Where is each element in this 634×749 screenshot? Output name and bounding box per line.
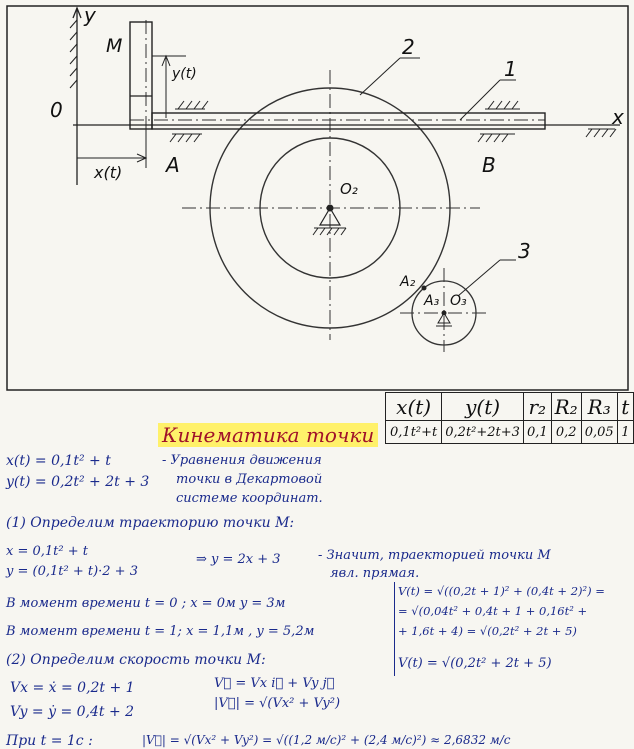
- point-a2-label: A₂: [400, 274, 416, 290]
- equation-desc-1: - Уравнения движения: [162, 453, 322, 468]
- velocity-vector: V⃗ = Vx i⃗ + Vy j⃗: [214, 676, 335, 691]
- moment-t1: В момент времени t = 1; x = 1,1м , y = 5,2м: [6, 624, 315, 639]
- step-2-heading: (2) Определим скорость точки М:: [6, 652, 266, 668]
- point-o3-label: O₃: [450, 293, 467, 309]
- callout-2: 2: [402, 35, 415, 59]
- point-a-label: A: [166, 153, 180, 177]
- velocity-y: Vy = ẏ = 0,4t + 2: [10, 704, 135, 720]
- equation-x: x(t) = 0,1t² + t: [6, 453, 111, 469]
- velocity-modulus: |V⃗| = √(Vx² + Vy²): [214, 696, 341, 711]
- section-title: Кинематика точки: [158, 423, 378, 447]
- header-y: y(t): [442, 393, 524, 421]
- trajectory-note-2: явл. прямая.: [330, 566, 420, 581]
- trajectory-line-1: x = 0,1t² + t: [6, 544, 88, 559]
- speed-result: |V⃗| = √(Vx² + Vy²) = √((1,2 м/с)² + (2,4 м/с)²) ≈ 2,6832 м/с: [142, 733, 511, 747]
- parameters-table: [385, 392, 634, 444]
- header-t: t: [617, 393, 633, 421]
- moment-t0: В момент времени t = 0 ; x = 0м y = 3м: [6, 596, 286, 611]
- point-a2: [422, 286, 427, 291]
- rack-1-bar: [152, 113, 545, 129]
- point-m-label: M: [106, 35, 123, 57]
- y-axis-hatching: [70, 20, 77, 88]
- callout-3: 3: [518, 239, 531, 263]
- step-1-heading: (1) Определим траекторию точки М:: [6, 515, 295, 531]
- slider-body-vertical: [130, 22, 152, 129]
- header-r2: r₂: [523, 393, 551, 421]
- speed-derivation-2: = √(0,04t² + 0,4t + 1 + 0,16t² +: [398, 604, 588, 618]
- value-big-r3: 0,05: [581, 421, 617, 444]
- axis-y-label: y: [84, 3, 96, 27]
- header-big-r2: R₂: [551, 393, 581, 421]
- value-x: 0,1t²+t: [386, 421, 442, 444]
- velocity-x: Vx = ẋ = 0,2t + 1: [10, 680, 135, 696]
- support-hatching: [170, 101, 616, 142]
- trajectory-line-2: y = (0,1t² + t)·2 + 3: [6, 564, 138, 579]
- point-o2-label: O₂: [340, 180, 358, 198]
- origin-label: 0: [50, 98, 63, 122]
- at-time-label: При t = 1с :: [6, 733, 93, 749]
- callout-1: 1: [504, 57, 517, 81]
- speed-derivation-3: + 1,6t + 4) = √(0,2t² + 2t + 5): [398, 624, 577, 638]
- drawing-frame: [7, 6, 628, 390]
- header-big-r3: R₃: [581, 393, 617, 421]
- value-y: 0,2t²+2t+3: [442, 421, 524, 444]
- header-x: x(t): [386, 393, 442, 421]
- trajectory-note-1: - Значит, траекторией точки М: [318, 548, 551, 563]
- point-b-label: B: [482, 153, 496, 177]
- speed-derivation-1: V(t) = √((0,2t + 1)² + (0,4t + 2)²) =: [398, 584, 605, 598]
- yt-dimension-label: y(t): [172, 66, 197, 82]
- equation-y: y(t) = 0,2t² + 2t + 3: [6, 474, 150, 490]
- value-t: 1: [617, 421, 633, 444]
- equation-desc-3: системе координат.: [176, 491, 323, 506]
- axis-x-label: x: [612, 105, 624, 129]
- speed-formula: V(t) = √(0,2t² + 2t + 5): [398, 656, 552, 671]
- value-big-r2: 0,2: [551, 421, 581, 444]
- point-a3-label: A₃: [424, 293, 440, 309]
- equation-desc-2: точки в Декартовой: [176, 472, 323, 487]
- xt-dimension-label: x(t): [94, 163, 123, 182]
- divider-line: [394, 582, 395, 676]
- trajectory-result: ⇒ y = 2x + 3: [196, 552, 281, 567]
- value-r2: 0,1: [523, 421, 551, 444]
